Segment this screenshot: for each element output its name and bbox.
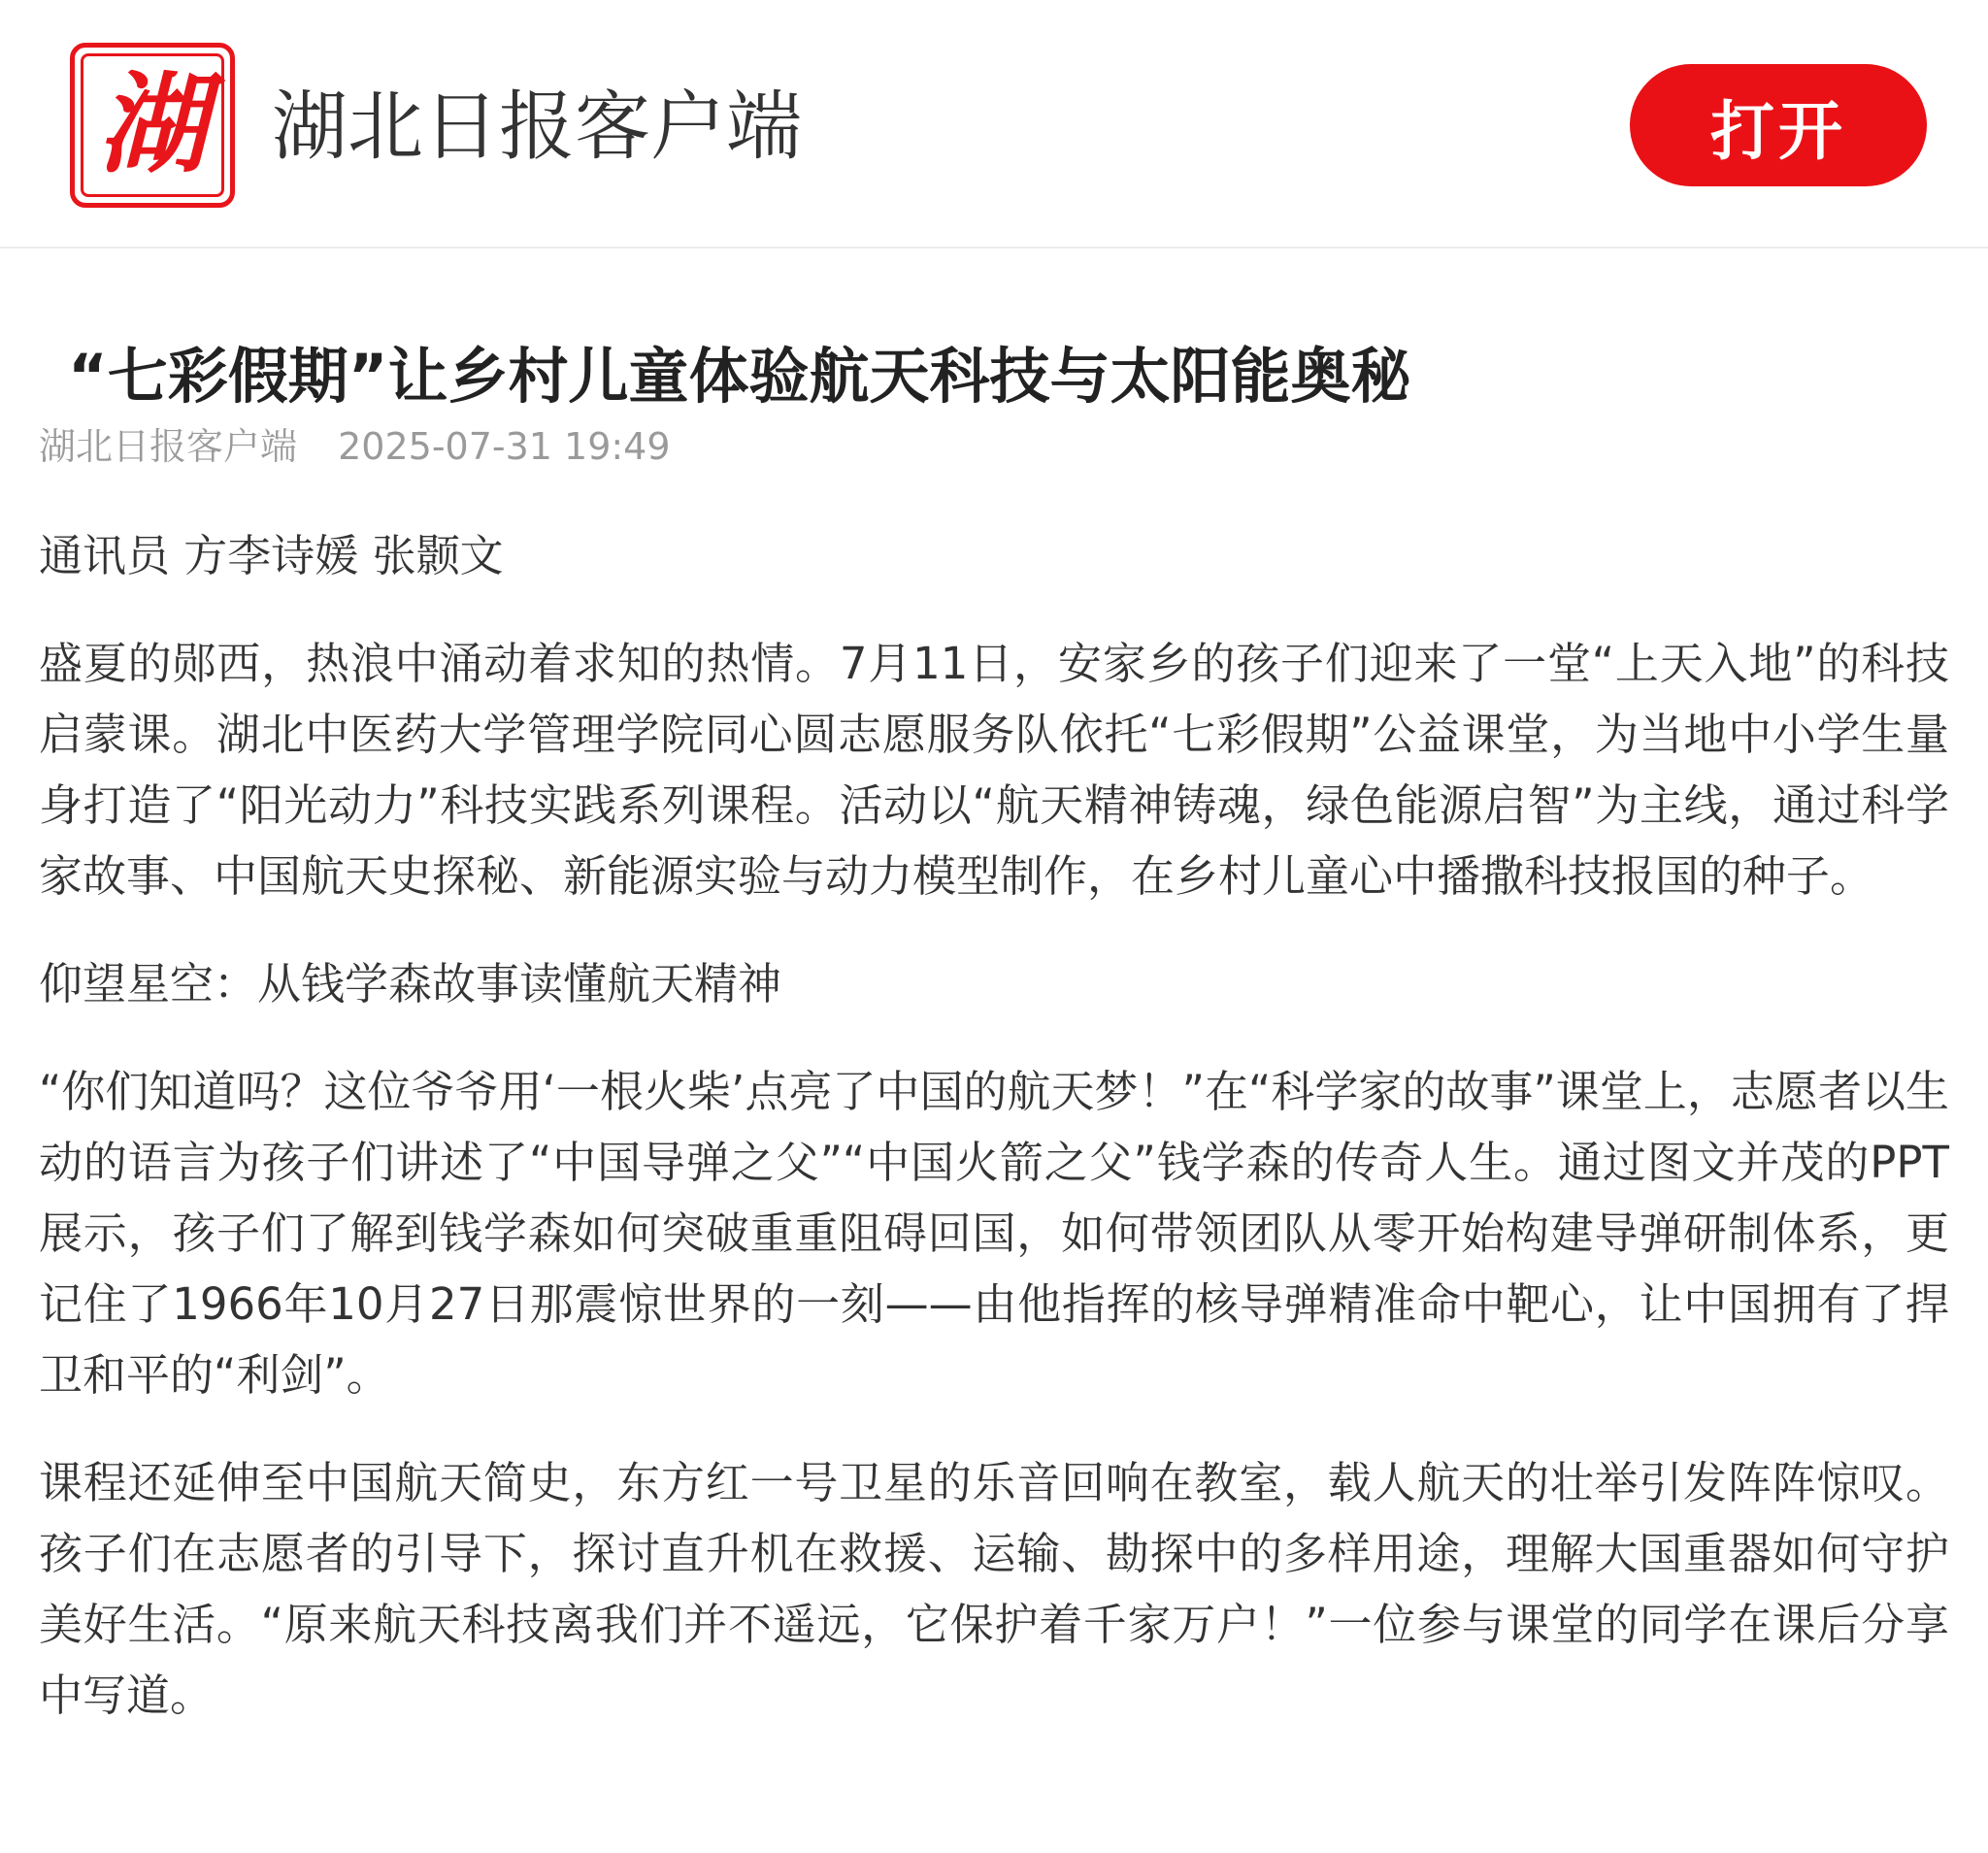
article-meta — [39, 421, 671, 472]
article-subheading: 仰望星空：从钱学森故事读懂航天精神 — [39, 958, 782, 1009]
article-byline: 通讯员 方李诗媛 张颢文 — [39, 530, 504, 581]
article-paragraph: 盛夏的郧西，热浪中涌动着求知的热情。7月11日，安家乡的孩子们迎来了一堂“上天入地”的科技启蒙课。湖北中医药大学管理学院同心圆志愿服务队依托“七彩假期”公益课堂，为当地中小学生量身打造了“阳光动力”科技实践系列课程。活动以“航天精神铸魂，绿色能源启智”为主线，通过科学家故事、中国航天史探秘、新能源实验与动力模型制作，在乡村儿童心中播撒科技报国的种子。 — [39, 638, 1949, 902]
article-body — [39, 520, 1949, 1768]
open-app-button[interactable]: 打开 — [1630, 64, 1927, 186]
app-download-banner — [0, 0, 1988, 248]
article-paragraph: 课程还延伸至中国航天简史，东方红一号卫星的乐音回响在教室，载人航天的壮举引发阵阵惊叹。孩子们在志愿者的引导下，探讨直升机在救援、运输、勘探中的多样用途，理解大国重器如何守护美好生活。“原来航天科技离我们并不遥远，它保护着千家万户！”一位参与课堂的同学在课后分享中写道。 — [39, 1457, 1949, 1721]
article-datetime: 2025-07-31 19:49 — [338, 425, 671, 468]
article-title: “七彩假期”让乡村儿童体验航天科技与太阳能奥秘 — [68, 340, 1411, 412]
app-logo — [70, 43, 235, 208]
logo-character: 湖 — [98, 61, 207, 188]
article-paragraph: “你们知道吗？这位爷爷用‘一根火柴’点亮了中国的航天梦！”在“科学家的故事”课堂上，志愿者以生动的语言为孩子们讲述了“中国导弹之父”“中国火箭之父”钱学森的传奇人生。通过图文并茂的PPT展示，孩子们了解到钱学森如何突破重重阻碍回国，如何带领团队从零开始构建导弹研制体系，更记住了1966年10月27日那震惊世界的一刻——由他指挥的核导弹精准命中靶心，让中国拥有了捍卫和平的“利剑”。 — [39, 1066, 1949, 1401]
article-source: 湖北日报客户端 — [39, 425, 298, 468]
app-name: 湖北日报客户端 — [272, 83, 803, 171]
